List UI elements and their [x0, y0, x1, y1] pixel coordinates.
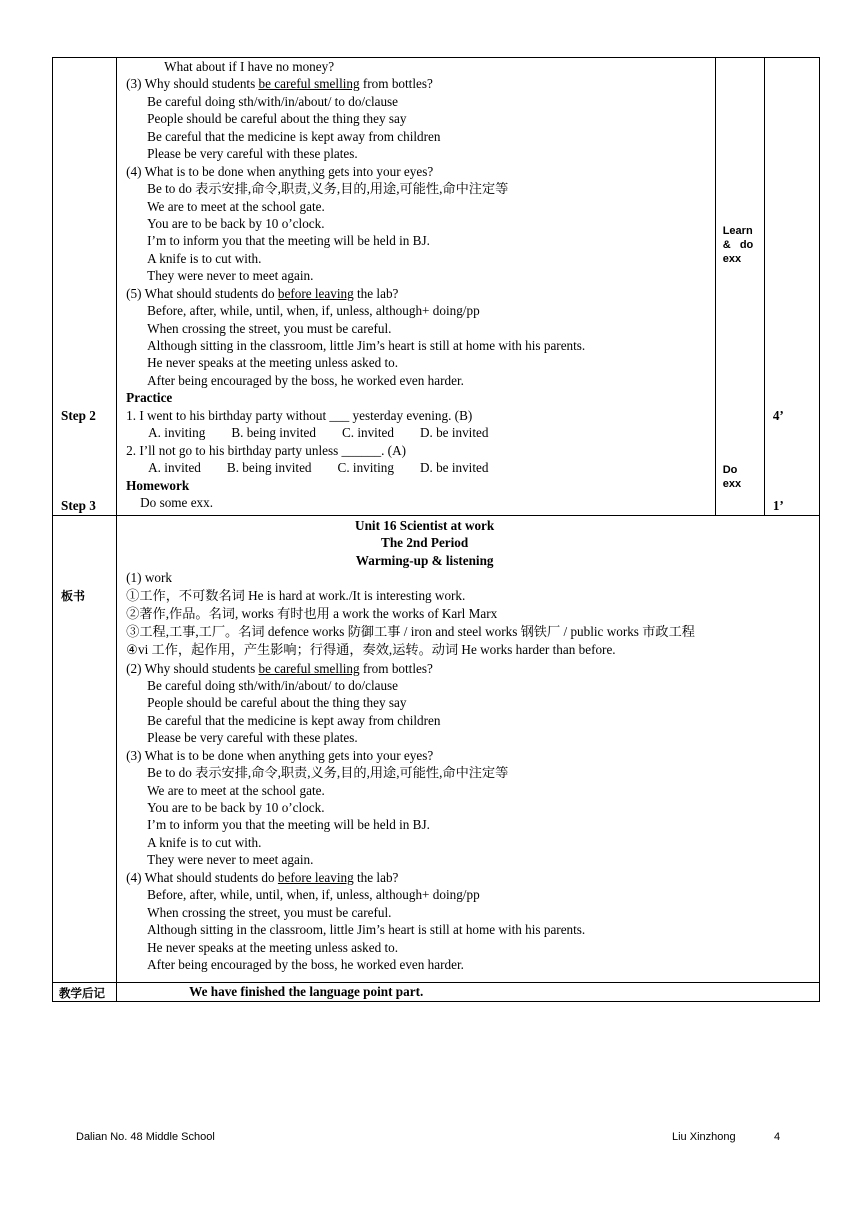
content-line: After being encouraged by the boss, he worked even harder.	[147, 372, 464, 388]
step2-label: Step 2	[61, 408, 96, 423]
board-question-4	[126, 869, 819, 886]
content-line: Be careful doing sth/with/in/about/ to do/clause	[147, 93, 399, 109]
content-line: Be to do 表示安排,命令,职责,义务,目的,用途,可能性,命中注定等	[147, 181, 509, 197]
question-5	[126, 285, 715, 302]
board-line: I’m to inform you that the meeting will be held in BJ.	[147, 817, 430, 833]
board-question-4-underlined: before leaving	[277, 869, 354, 885]
reflection-label: 教学后记	[59, 986, 105, 1000]
learn-label-line: Learn	[722, 225, 753, 237]
reflection-label-cell	[53, 983, 117, 1002]
step3-label: Step 3	[61, 498, 96, 513]
step-content-cell	[117, 58, 716, 516]
board-line: Please be very careful with these plates.	[147, 730, 358, 746]
footer-author: Liu Xinzhong	[672, 1131, 736, 1143]
do-label-line: exx	[722, 478, 742, 490]
question-5-post: the lab?	[353, 285, 399, 301]
content-line: What about if I have no money?	[164, 59, 335, 74]
reflection-row	[53, 983, 820, 1002]
learn-label-line: exx	[722, 253, 742, 265]
board-line: After being encouraged by the boss, he worked even harder.	[147, 956, 464, 972]
content-line: Before, after, while, until, when, if, unless, although+ doing/pp	[147, 303, 480, 319]
board-line: Before, after, while, until, when, if, unless, although+ doing/pp	[147, 887, 480, 903]
board-line: A knife is to cut with.	[147, 834, 262, 850]
question-3-pre: (3) Why should students	[126, 76, 259, 92]
question-5-pre: (5) What should students do	[126, 285, 278, 301]
board-content-cell	[117, 516, 820, 983]
time-step3: 1’	[772, 498, 784, 513]
practice-options-2	[126, 459, 715, 476]
do-label-line: Do	[722, 464, 738, 476]
work-meaning-2: ②著作,作品。名词, works 有时也用 a work the works of Karl Marx	[126, 605, 498, 621]
content-line: When crossing the street, you must be careful.	[147, 320, 392, 336]
board-question-2	[126, 660, 819, 677]
board-row	[53, 516, 820, 983]
board-line: People should be careful about the thing they say	[147, 695, 407, 711]
work-meaning-4: ④vi 工作，起作用，产生影响；行得通，奏效,运转。动词 He works harder than before.	[126, 642, 616, 658]
board-line: Be to do 表示安排,命令,职责,义务,目的,用途,可能性,命中注定等	[147, 765, 509, 781]
content-line: We are to meet at the school gate.	[147, 198, 325, 214]
content-line: A knife is to cut with.	[147, 250, 262, 266]
question-5-underlined: before leaving	[277, 285, 354, 301]
board-subtitle: Warming-up & listening	[355, 552, 494, 568]
board-line: He never speaks at the meeting unless asked to.	[147, 939, 399, 955]
option: C. inviting	[337, 460, 394, 476]
content-line: They were never to meet again.	[147, 268, 314, 284]
option: D. be invited	[419, 425, 489, 441]
footer-page-number: 4	[774, 1131, 781, 1143]
option: D. be invited	[419, 460, 489, 476]
reflection-content-cell	[117, 983, 820, 1002]
question-3-underlined: be careful smelling	[258, 76, 360, 92]
board-line: They were never to meet again.	[147, 852, 314, 868]
practice-options-1	[126, 424, 715, 441]
work-meaning-1: ①工作，不可数名词 He is hard at work./It is interesting work.	[126, 587, 466, 603]
board-question-4-post: the lab?	[353, 869, 399, 885]
board-question-4-pre: (4) What should students do	[126, 869, 278, 885]
option: B. being invited	[231, 425, 316, 441]
method-cell	[715, 58, 764, 516]
board-title: Unit 16 Scientist at work	[355, 518, 495, 533]
board-line: Although sitting in the classroom, little Jim’s heart is still at home with his parents.	[147, 922, 586, 938]
footer-school: Dalian No. 48 Middle School	[76, 1131, 215, 1143]
do-label	[723, 463, 741, 491]
board-line: Be careful doing sth/with/in/about/ to do/clause	[147, 677, 399, 693]
content-line: Be careful that the medicine is kept away from children	[147, 128, 441, 144]
work-heading: (1) work	[126, 570, 172, 586]
practice-question-1: 1. I went to his birthday party without ___ yesterday evening. (B)	[126, 407, 473, 423]
lesson-plan-table	[52, 57, 820, 1002]
learn-label-line: & do	[722, 239, 754, 251]
time-cell	[764, 58, 819, 516]
homework-text: Do some exx.	[140, 494, 214, 510]
content-line: He never speaks at the meeting unless asked to.	[147, 355, 399, 371]
board-question-2-underlined: be careful smelling	[258, 660, 360, 676]
question-3-post: from bottles?	[359, 76, 433, 92]
content-line: People should be careful about the thing they say	[147, 111, 407, 127]
board-line: Be careful that the medicine is kept away from children	[147, 712, 441, 728]
option: C. invited	[341, 425, 394, 441]
step-row	[53, 58, 820, 516]
board-question-3: (3) What is to be done when anything gets into your eyes?	[126, 747, 434, 763]
content-line: Please be very careful with these plates.	[147, 146, 358, 162]
board-subtitle: The 2nd Period	[381, 535, 469, 551]
board-question-2-pre: (2) Why should students	[126, 660, 259, 676]
time-step2: 4’	[772, 408, 784, 423]
option: A. inviting	[148, 425, 206, 441]
option: B. being invited	[226, 460, 312, 476]
board-line: When crossing the street, you must be careful.	[147, 904, 392, 920]
learn-label	[723, 224, 754, 266]
homework-heading: Homework	[126, 477, 190, 493]
question-3	[126, 75, 715, 92]
practice-question-2: 2. I’ll not go to his birthday party unless ______. (A)	[126, 442, 406, 458]
board-question-2-post: from bottles?	[359, 660, 433, 676]
question-4: (4) What is to be done when anything gets into your eyes?	[126, 163, 434, 179]
board-line: You are to be back by 10 o’clock.	[147, 800, 325, 815]
content-line: I’m to inform you that the meeting will be held in BJ.	[147, 233, 430, 249]
reflection-text: We have finished the language point part.	[189, 984, 424, 999]
board-line: We are to meet at the school gate.	[147, 782, 325, 798]
option: A. invited	[148, 460, 201, 476]
board-label-cell	[53, 516, 117, 983]
practice-heading: Practice	[126, 390, 173, 406]
work-meaning-3: ③工程,工事,工厂。名词 defence works 防御工事 / iron and steel works 钢铁厂 / public works 市政工程	[126, 624, 695, 640]
board-label: 板书	[61, 589, 86, 603]
content-line: You are to be back by 10 o’clock.	[147, 215, 325, 231]
content-line: Although sitting in the classroom, little Jim’s heart is still at home with his parents.	[147, 338, 586, 353]
step-label-cell	[53, 58, 117, 516]
